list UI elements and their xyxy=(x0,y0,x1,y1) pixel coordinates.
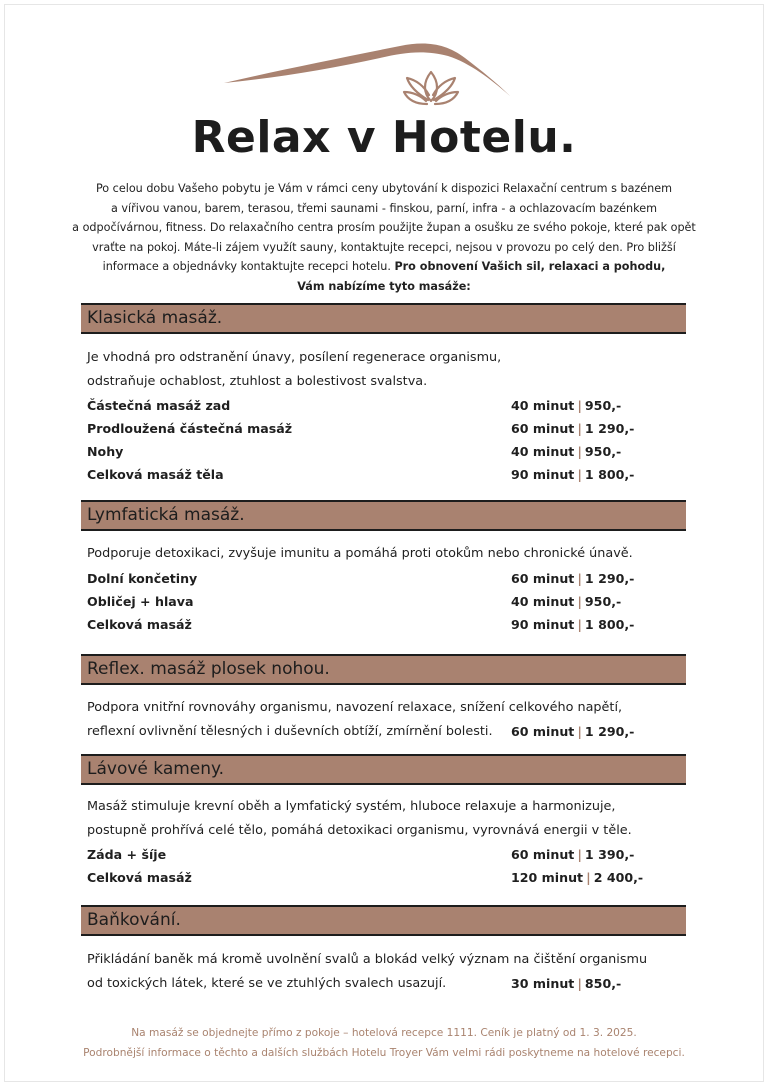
section-header-bankovani xyxy=(81,905,686,936)
section-header-lavove-kameny xyxy=(81,754,686,785)
separator: | xyxy=(577,571,582,586)
duration: 40 minut xyxy=(511,594,575,609)
section-title: Reflex. masáž plosek nohou. xyxy=(87,659,330,679)
duration: 60 minut xyxy=(511,847,575,862)
section-description: Podporuje detoxikaci, zvyšuje imunitu a pomáhá proti otokům nebo chronické únavě. xyxy=(87,546,633,561)
intro-line xyxy=(62,277,706,297)
duration: 40 minut xyxy=(511,444,575,459)
intro-text-normal: informace a objednávky kontaktujte recepci hotelu. xyxy=(102,260,391,274)
separator: | xyxy=(577,617,582,632)
menu-item-name: Celková masáž těla xyxy=(87,467,224,482)
section-description: Podpora vnitřní rovnováhy organismu, navození relaxace, snížení celkového napětí, xyxy=(87,700,623,715)
separator: | xyxy=(586,870,591,885)
duration: 60 minut xyxy=(511,571,575,586)
intro-line: vraťte na pokoj. Máte-li zájem využít sauny, kontaktujte recepci, nejsou v provozu po celý den. Pro bližší xyxy=(92,240,676,254)
menu-item-price xyxy=(511,467,634,482)
separator: | xyxy=(577,594,582,609)
menu-item-name: Obličej + hlava xyxy=(87,594,194,609)
price: 950,- xyxy=(584,398,622,413)
section-description: Přikládání baněk má kromě uvolnění svalů a blokád velký význam na čištění organismu xyxy=(87,952,648,967)
section-title: Lymfatická masáž. xyxy=(87,505,245,525)
price: 2 400,- xyxy=(593,870,644,885)
menu-item-price xyxy=(511,594,621,609)
duration: 30 minut xyxy=(511,976,575,991)
menu-item-name: Prodloužená částečná masáž xyxy=(87,421,293,436)
separator: | xyxy=(577,976,582,991)
menu-item-name: Celková masáž xyxy=(87,617,192,632)
section-description: odstraňuje ochablost, ztuhlost a bolestivost svalstva. xyxy=(87,374,428,389)
menu-item-price xyxy=(511,444,621,459)
duration: 90 minut xyxy=(511,617,575,632)
price: 1 290,- xyxy=(584,724,635,739)
menu-item-name: Částečná masáž zad xyxy=(87,398,231,413)
section-header-reflex xyxy=(81,654,686,685)
duration: 90 minut xyxy=(511,467,575,482)
price: 950,- xyxy=(584,594,622,609)
page-title: Relax v Hotelu. xyxy=(191,112,577,163)
menu-item-price xyxy=(511,724,634,739)
section-header-klasicka xyxy=(81,303,686,334)
separator: | xyxy=(577,444,582,459)
section-description: reflexní ovlivnění tělesných i duševních obtíží, zmírnění bolesti. xyxy=(87,724,493,739)
intro-text-bold: Pro obnovení Vašich sil, relaxaci a pohodu, xyxy=(394,260,666,274)
price: 1 290,- xyxy=(584,421,635,436)
section-title: Lávové kameny. xyxy=(87,759,225,779)
section-header-lymfaticka xyxy=(81,500,686,531)
section-description: Je vhodná pro odstranění únavy, posílení regenerace organismu, xyxy=(87,350,502,365)
menu-item-name: Záda + šíje xyxy=(87,847,167,862)
price: 1 390,- xyxy=(584,847,635,862)
separator: | xyxy=(577,398,582,413)
menu-item-name: Celková masáž xyxy=(87,870,192,885)
section-description: od toxických látek, které se ve ztuhlých svalech usazují. xyxy=(87,976,447,991)
price: 1 290,- xyxy=(584,571,635,586)
intro-line: a odpočívárnou, fitness. Do relaxačního centra prosím použijte župan a osušku ze svého pokoje, které pak opět xyxy=(72,221,696,235)
section-description: Masáž stimuluje krevní oběh a lymfatický systém, hluboce relaxuje a harmonizuje, xyxy=(87,799,616,814)
intro-line: Po celou dobu Vašeho pobytu je Vám v rámci ceny ubytování k dispozici Relaxační centrum s bazénem xyxy=(95,182,673,195)
duration: 40 minut xyxy=(511,398,575,413)
duration: 60 minut xyxy=(511,724,575,739)
separator: | xyxy=(577,724,582,739)
menu-item-price xyxy=(511,398,621,413)
menu-item-price xyxy=(511,847,634,862)
section-description: postupně prohřívá celé tělo, pomáhá detoxikaci organismu, vyrovnává energii v těle. xyxy=(87,823,632,838)
mountain-lotus-logo xyxy=(220,38,512,116)
price: 1 800,- xyxy=(584,467,635,482)
duration: 60 minut xyxy=(511,421,575,436)
footer-note: Podrobnější informace o těchto a dalších službách Hotelu Troyer Vám velmi rádi poskytneme na hotelové recepci. xyxy=(83,1047,685,1059)
intro-text xyxy=(62,179,706,297)
menu-item-price xyxy=(511,617,634,632)
separator: | xyxy=(577,847,582,862)
price: 1 800,- xyxy=(584,617,635,632)
intro-text-bold: Vám nabízíme tyto masáže: xyxy=(297,279,471,293)
price: 950,- xyxy=(584,444,622,459)
duration: 120 minut xyxy=(511,870,584,885)
intro-line: a vířivou vanou, barem, terasou, třemi saunami - finskou, parní, infra - a ochlazovacím bazénkem xyxy=(111,201,657,215)
footer-note: Na masáž se objednejte přímo z pokoje – hotelová recepce 1111. Ceník je platný od 1. 3. 2025. xyxy=(131,1027,637,1039)
separator: | xyxy=(577,421,582,436)
menu-item-price xyxy=(511,976,621,991)
section-title: Klasická masáž. xyxy=(87,308,223,328)
price: 850,- xyxy=(584,976,622,991)
menu-item-name: Nohy xyxy=(87,444,124,459)
menu-item-name: Dolní končetiny xyxy=(87,571,198,586)
menu-item-price xyxy=(511,421,634,436)
section-title: Baňkování. xyxy=(87,910,181,930)
separator: | xyxy=(577,467,582,482)
menu-item-price xyxy=(511,571,634,586)
menu-item-price xyxy=(511,870,643,885)
intro-line xyxy=(62,257,706,277)
